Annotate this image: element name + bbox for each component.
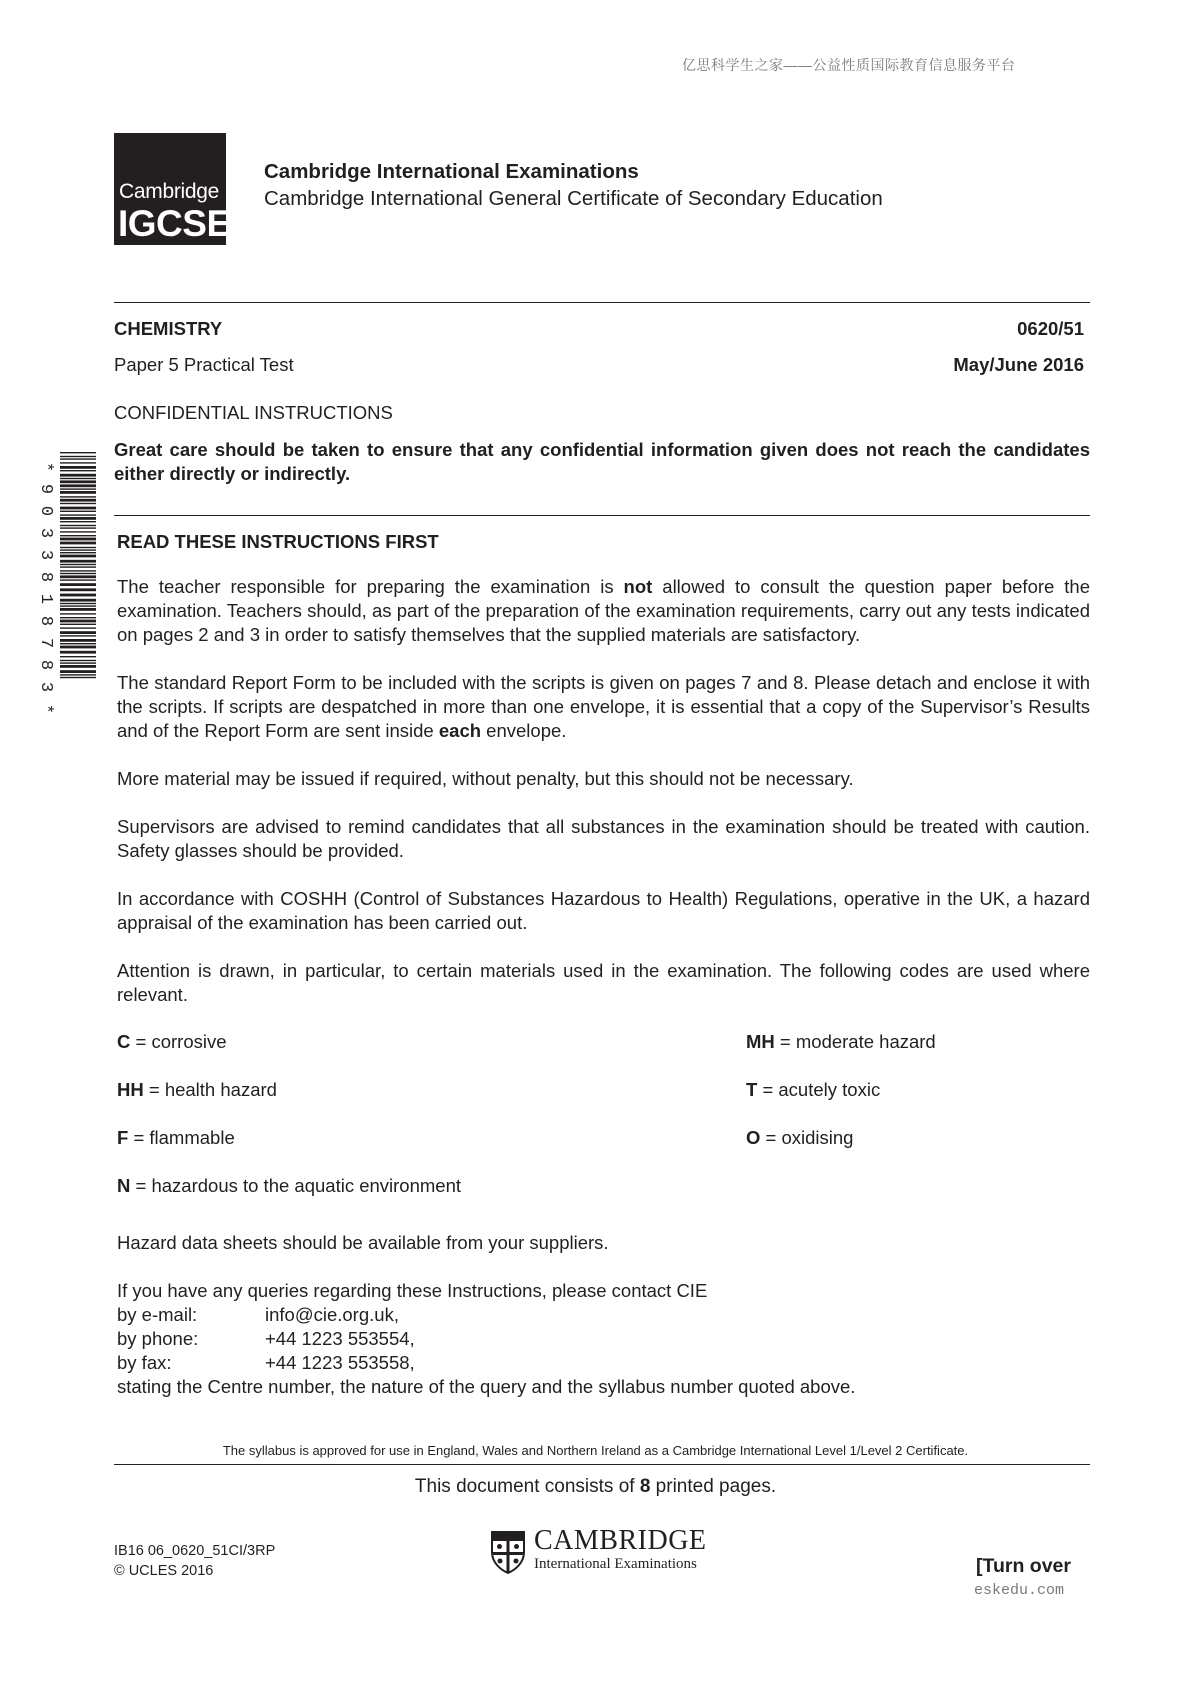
instruction-paragraph-3: More material may be issued if required, without penalty, but this should not be necessary. (117, 768, 854, 789)
hazard-code-flammable: F = flammable (117, 1127, 235, 1148)
instruction-paragraph-2: The standard Report Form to be included with the scripts is given on pages 7 and 8. Please detach and enclose it with the scripts. If scripts are despatched in more than one envelope, it is essential that a copy of the Supervisor’s Results and of the Report Form are sent inside each envelope. (117, 672, 1090, 741)
hazard-code-toxic: T = acutely toxic (746, 1079, 881, 1100)
barcode (60, 452, 96, 679)
subject-title: CHEMISTRY (114, 318, 223, 339)
instruction-paragraph-5: In accordance with COSHH (Control of Substances Hazardous to Health) Regulations, operative in the UK, a hazard appraisal of the examination has been carried out. (117, 888, 1090, 933)
barcode-bar (60, 552, 96, 553)
phone-number: +44 1223 553554, (265, 1328, 415, 1349)
barcode-bar (60, 462, 96, 463)
barcode-bar (60, 517, 96, 520)
cambridge-crest-icon (490, 1530, 526, 1574)
barcode-bar (60, 635, 96, 636)
barcode-bar (60, 579, 96, 580)
barcode-bar (60, 646, 96, 649)
barcode-digit: * (36, 703, 55, 715)
copyright-notice: © UCLES 2016 (114, 1563, 214, 1579)
barcode-bar (60, 466, 96, 469)
barcode-bar (60, 677, 96, 678)
barcode-bar (60, 575, 96, 578)
barcode-bar (60, 503, 96, 504)
hazard-code-aquatic: N = hazardous to the aquatic environment (117, 1175, 462, 1196)
barcode-bar (60, 665, 96, 668)
barcode-bar (60, 547, 96, 548)
phone-label: by phone: (117, 1328, 199, 1349)
contact-block (117, 1279, 855, 1399)
contact-closing: stating the Centre number, the nature of the query and the syllabus number quoted above. (117, 1376, 856, 1397)
barcode-bar (60, 573, 96, 574)
barcode-bar (60, 643, 96, 644)
contact-email-row (117, 1303, 855, 1327)
syllabus-approval-note: The syllabus is approved for use in England, Wales and Northern Ireland as a Cambridge International Level 1/Level 2 Certificate. (222, 1443, 969, 1458)
barcode-digit: 3 (36, 681, 55, 693)
barcode-bar (60, 527, 96, 528)
page-count: This document consists of 8 printed pages. (414, 1476, 777, 1497)
barcode-bar (60, 474, 96, 477)
barcode-bar (60, 531, 96, 532)
email-address[interactable]: info@cie.org.uk, (265, 1304, 399, 1325)
watermark-text: 亿思科学生之家——公益性质国际教育信息服务平台 (682, 57, 1016, 73)
barcode-bar (60, 507, 96, 510)
barcode-bar (60, 627, 96, 628)
barcode-bar (60, 624, 96, 625)
barcode-bar (60, 603, 96, 604)
contact-fax-row (117, 1351, 855, 1375)
document-reference: IB16 06_0620_51CI/3RP (114, 1543, 276, 1559)
barcode-bar (60, 514, 96, 515)
qualification-name: Cambridge International General Certificate of Secondary Education (264, 187, 883, 210)
hazard-code-corrosive: C = corrosive (117, 1031, 227, 1052)
igcse-logo (114, 133, 231, 245)
instructions-heading: READ THESE INSTRUCTIONS FIRST (117, 531, 439, 552)
barcode-bar (60, 521, 96, 522)
barcode-bar (60, 599, 96, 602)
cambridge-wordmark: CAMBRIDGE (534, 1525, 707, 1556)
email-label: by e-mail: (117, 1304, 198, 1325)
turn-over-label: [Turn over (976, 1555, 1071, 1577)
barcode-bar (60, 631, 96, 634)
contact-intro: If you have any queries regarding these Instructions, please contact CIE (117, 1280, 708, 1301)
barcode-bar (60, 674, 96, 675)
barcode-digit: 7 (36, 637, 55, 649)
barcode-digit: * (36, 461, 55, 473)
barcode-bar (60, 478, 96, 479)
confidential-notice: Great care should be taken to ensure that any confidential information given does not reach the candidates either directly or indirectly. (114, 439, 1090, 484)
barcode-bar (60, 538, 96, 541)
barcode-bar (60, 617, 96, 618)
organisation-name: Cambridge International Examinations (264, 160, 639, 183)
logo-line-1: Cambridge (119, 180, 220, 203)
barcode-digit: 9 (36, 483, 55, 495)
barcode-bar (60, 588, 96, 591)
divider-instructions (114, 515, 1090, 516)
site-watermark: eskedu.com (974, 1582, 1065, 1599)
barcode-bar (60, 564, 96, 565)
barcode-bar (60, 511, 96, 512)
barcode-bar (60, 583, 96, 586)
barcode-digit: 0 (36, 505, 55, 517)
hazard-sheets-note: Hazard data sheets should be available from your suppliers. (117, 1232, 609, 1253)
instruction-paragraph-1: The teacher responsible for preparing the examination is not allowed to consult the question paper before the examination. Teachers should, as part of the preparation of the examination requirements, carry out any tests indicated on pages 2 and 3 in order to satisfy themselves that the supplied materials are satisfactory. (117, 576, 1090, 645)
barcode-bar (60, 594, 96, 597)
barcode-bar (60, 670, 96, 673)
barcode-number (34, 456, 56, 720)
barcode-bar (60, 542, 96, 545)
barcode-bar (60, 605, 96, 606)
barcode-bar (60, 566, 96, 567)
barcode-bar (60, 656, 96, 657)
barcode-bar (60, 484, 96, 487)
divider-footer (114, 1464, 1090, 1465)
barcode-bar (60, 456, 96, 457)
contact-phone-row (117, 1327, 855, 1351)
hazard-code-oxidising: O = oxidising (746, 1127, 854, 1148)
barcode-bar (60, 452, 96, 453)
barcode-digit: 8 (36, 571, 55, 583)
barcode-bar (60, 570, 96, 571)
barcode-bar (60, 555, 96, 558)
barcode-bar (60, 488, 96, 489)
barcode-bar (60, 491, 96, 494)
instruction-paragraph-4: Supervisors are advised to remind candidates that all substances in the examination should be treated with caution. Safety glasses should be provided. (117, 816, 1090, 861)
barcode-digit: 1 (36, 593, 55, 605)
fax-label: by fax: (117, 1352, 172, 1373)
exam-session: May/June 2016 (953, 354, 1084, 375)
fax-number: +44 1223 553558, (265, 1352, 415, 1373)
barcode-digit: 3 (36, 549, 55, 561)
logo-line-2: IGCSE (118, 203, 231, 244)
barcode-bar (60, 560, 96, 563)
hazard-code-moderate: MH = moderate hazard (746, 1031, 936, 1052)
barcode-bar (60, 525, 96, 526)
barcode-digit: 3 (36, 527, 55, 539)
hazard-code-health: HH = health hazard (117, 1079, 277, 1100)
barcode-bar (60, 660, 96, 661)
barcode-bar (60, 535, 96, 536)
barcode-bar (60, 639, 96, 642)
barcode-bar (60, 613, 96, 614)
barcode-bar (60, 458, 96, 459)
paper-title: Paper 5 Practical Test (114, 354, 294, 375)
barcode-bar (60, 480, 96, 483)
barcode-bar (60, 496, 96, 497)
barcode-bar (60, 470, 96, 471)
barcode-bar (60, 499, 96, 502)
barcode-bar (60, 651, 96, 654)
confidential-heading: CONFIDENTIAL INSTRUCTIONS (114, 402, 393, 423)
cambridge-wordmark-subtitle: International Examinations (534, 1556, 697, 1572)
paper-code: 0620/51 (1017, 318, 1084, 339)
barcode-digit: 8 (36, 659, 55, 671)
barcode-bar (60, 608, 96, 611)
barcode-bar (60, 662, 96, 663)
instruction-paragraph-6: Attention is drawn, in particular, to certain materials used in the examination. The following codes are used where relevant. (117, 960, 1090, 1005)
barcode-bar (60, 549, 96, 550)
barcode-digit: 8 (36, 615, 55, 627)
divider-top (114, 302, 1090, 303)
barcode-bar (60, 620, 96, 623)
